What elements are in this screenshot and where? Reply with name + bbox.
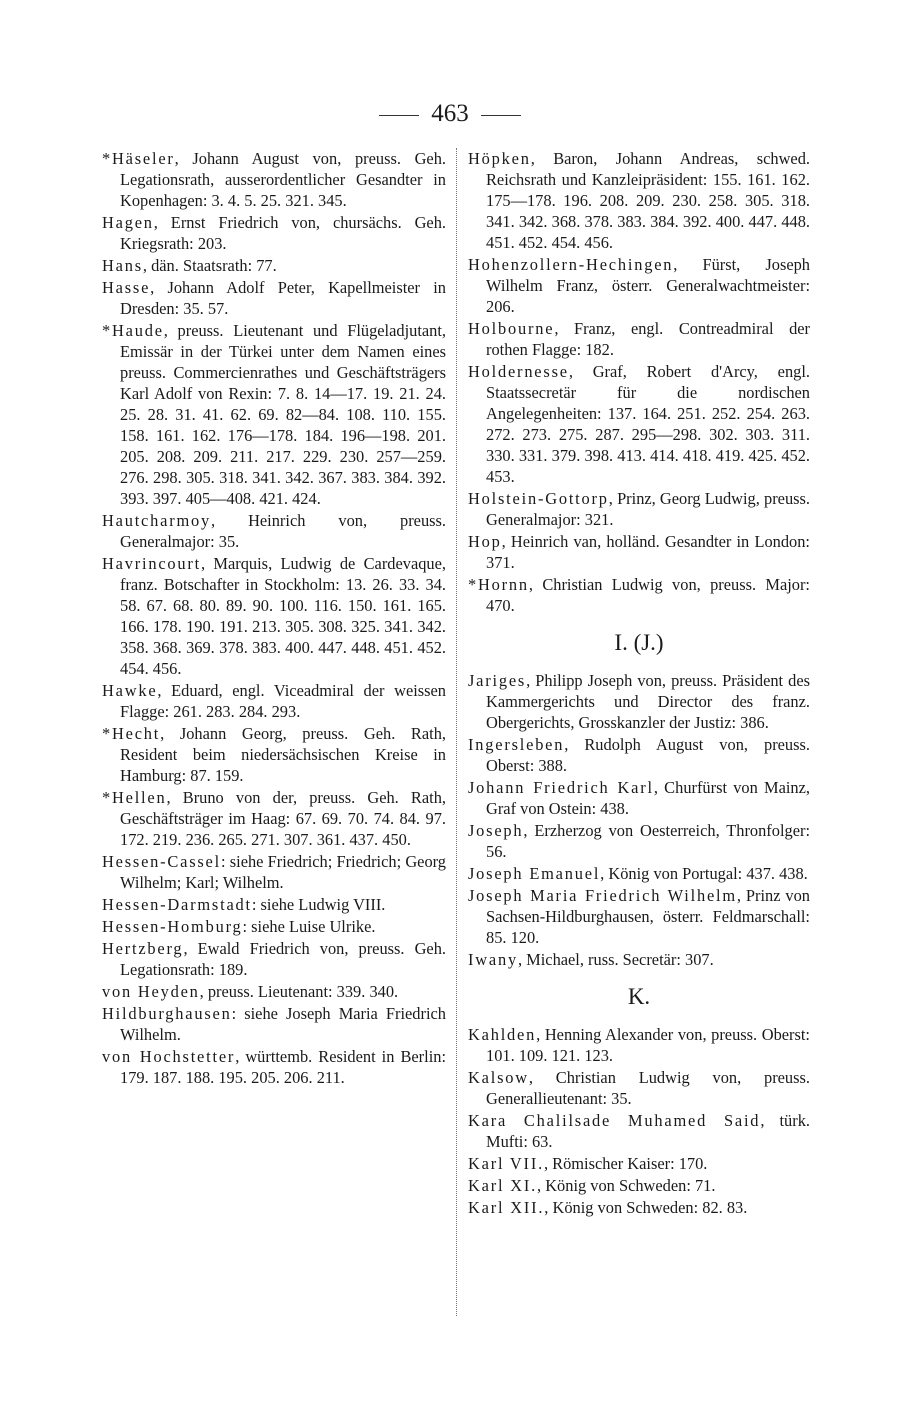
entry-name: Joseph: [468, 821, 524, 840]
index-entry: [468, 1110, 810, 1152]
entry-text: , Johann August von, preuss. Geh. Legationsrath, ausserordentlicher Gesandter in Kopenhagen: 3. 4. 5. 25. 321. 345.: [120, 149, 446, 210]
entry-name: Jariges: [468, 671, 527, 690]
entry-name: Hagen: [102, 213, 154, 232]
entry-name: Karl VII.: [468, 1154, 544, 1173]
entry-name: Ingersleben: [468, 735, 565, 754]
entry-text: , Marquis, Ludwig de Cardevaque, franz. Botschafter in Stockholm: 13. 26. 33. 34. 58. 67. 68. 80. 89. 90. 100. 116. 150. 161. 165. 166. 178. 190. 191. 213. 305. 308. 325. 341. 342. 358. 368. 369. 378. 383. 400. 447. 448. 451. 452. 454. 456.: [120, 554, 446, 678]
index-entry: [102, 723, 446, 786]
entry-name: Hawke: [102, 681, 158, 700]
entry-name: Hautcharmoy: [102, 511, 212, 530]
entry-name: Karl XI.: [468, 1176, 538, 1195]
entry-name: Hasse: [102, 278, 151, 297]
entry-text: , württemb. Resident in Berlin: 179. 187. 188. 195. 205. 206. 211.: [120, 1047, 446, 1087]
entry-text: , Graf, Robert d'Arcy, engl. Staatssecretär für die nordischen Angelegenheiten: 137. 164. 251. 252. 254. 263. 272. 273. 275. 287. 295—298. 302. 303. 311. 330. 331. 379. 398. 413. 414. 418. 419. 425. 452. 453.: [486, 362, 810, 486]
index-entry: [468, 318, 810, 360]
entry-text: , Prinz, Georg Ludwig, preuss. Generalmajor: 321.: [486, 489, 810, 529]
entry-text: , Ewald Friedrich von, preuss. Geh. Legationsrath: 189.: [120, 939, 446, 979]
entry-text: , König von Schweden: 71.: [537, 1176, 716, 1195]
index-entry: [468, 148, 810, 253]
entry-name: *Hellen: [102, 788, 167, 807]
entry-text: , preuss. Lieutenant und Flügeladjutant, Emissär in der Türkei unter dem Namen eines preuss. Commercienrathes und Geschäftsträgers Karl Adolf von Rexin: 7. 8. 14—17. 19. 21. 24. 25. 28. 31. 41. 62. 69. 82—84. 108. 110. 155. 158. 161. 162. 176—178. 184. 196—198. 201. 205. 208. 209. 211. 217. 229. 230. 257—259. 276. 298. 305. 318. 341. 342. 367. 383. 384. 392. 393. 397. 405—408. 421. 424.: [120, 321, 446, 508]
entry-name: Hessen-Darmstadt: [102, 895, 252, 914]
entry-text: , Heinrich von, preuss. Generalmajor: 35.: [120, 511, 446, 551]
entry-text: , Franz, engl. Contreadmiral der rothen Flagge: 182.: [486, 319, 810, 359]
index-entry: [468, 1153, 810, 1174]
entry-name: *Haude: [102, 321, 164, 340]
left-column: [102, 148, 446, 1089]
index-entry: [468, 863, 810, 884]
index-entry: [468, 885, 810, 948]
entry-text: , Fürst, Joseph Wilhelm Franz, österr. Generalwachtmeister: 206.: [486, 255, 810, 316]
index-entry: [102, 916, 446, 937]
index-entry: [468, 254, 810, 317]
entry-name: Holbourne: [468, 319, 555, 338]
entry-text: , Johann Adolf Peter, Kapellmeister in Dresden: 35. 57.: [120, 278, 446, 318]
index-entry: [468, 777, 810, 819]
index-entry: [102, 212, 446, 254]
index-entry: [102, 510, 446, 552]
entry-text: , Rudolph August von, preuss. Oberst: 388.: [486, 735, 810, 775]
entry-text: , Philipp Joseph von, preuss. Präsident des Kammergerichts und Director des franz. Obergerichts, Grosskanzler der Justiz: 386.: [486, 671, 810, 732]
entry-text: , Henning Alexander von, preuss. Oberst: 101. 109. 121. 123.: [486, 1025, 810, 1065]
entry-text: , dän. Staatsrath: 77.: [142, 256, 277, 275]
entry-text: : siehe Friedrich; Friedrich; Georg Wilhelm; Karl; Wilhelm.: [120, 852, 446, 892]
index-entry: [468, 531, 810, 573]
entry-name: Höpken: [468, 149, 531, 168]
entry-name: Hop: [468, 532, 502, 551]
entry-text: , König von Schweden: 82. 83.: [544, 1198, 748, 1217]
index-entry: [468, 1175, 810, 1196]
index-entry: [468, 1197, 810, 1218]
entry-text: : siehe Ludwig VIII.: [251, 895, 386, 914]
right-column: [468, 148, 810, 1219]
entry-name: Johann Friedrich Karl: [468, 778, 654, 797]
entry-text: , türk. Mufti: 63.: [486, 1111, 811, 1151]
entry-name: *Häseler: [102, 149, 175, 168]
section-heading-k: K.: [627, 984, 651, 1009]
index-entry: [102, 277, 446, 319]
entry-text: , Baron, Johann Andreas, schwed. Reichsrath und Kanzleipräsident: 155. 161. 162. 175—178. 196. 208. 209. 230. 258. 305. 318. 341. 342. 368. 378. 383. 384. 392. 400. 447. 448. 451. 452. 454. 456.: [486, 149, 810, 252]
entry-text: , Bruno von der, preuss. Geh. Rath, Geschäftsträger im Haag: 67. 69. 70. 74. 84. 97. 172. 219. 236. 265. 271. 307. 361. 437. 450.: [120, 788, 446, 849]
index-entry: [468, 361, 810, 487]
page-number: 463: [431, 100, 469, 127]
index-entry: [102, 851, 446, 893]
entry-name: Hessen-Cassel: [102, 852, 221, 871]
entry-text: : siehe Joseph Maria Friedrich Wilhelm.: [120, 1004, 446, 1044]
index-entry: [102, 320, 446, 509]
entry-name: Hessen-Homburg: [102, 917, 243, 936]
entry-name: von Hochstetter: [102, 1047, 236, 1066]
entry-text: , preuss. Lieutenant: 339. 340.: [199, 982, 399, 1001]
entry-name: Havrincourt: [102, 554, 201, 573]
right-k-entries: [468, 1024, 810, 1218]
index-entry: [102, 787, 446, 850]
entry-name: Iwany: [468, 950, 518, 969]
index-entry: [102, 981, 446, 1002]
index-entry: [468, 1067, 810, 1109]
left-dash: [379, 115, 419, 116]
entry-name: Hertzberg: [102, 939, 184, 958]
entry-name: *Hornn: [468, 575, 529, 594]
page-number-header: [0, 100, 900, 128]
index-entry: [102, 255, 446, 276]
index-entry: [102, 894, 446, 915]
entry-text: , Römischer Kaiser: 170.: [543, 1154, 708, 1173]
entry-text: , Prinz von Sachsen-Hildburghausen, österr. Feldmarschall: 85. 120.: [486, 886, 810, 947]
index-entry: [468, 734, 810, 776]
entry-name: Karl XII.: [468, 1198, 545, 1217]
entry-name: Holdernesse: [468, 362, 569, 381]
index-entry: [102, 148, 446, 211]
entry-name: Hohenzollern-Hechingen: [468, 255, 674, 274]
index-entry: [468, 820, 810, 862]
entry-name: Kalsow: [468, 1068, 529, 1087]
entry-name: Kahlden: [468, 1025, 537, 1044]
entry-name: *Hecht: [102, 724, 161, 743]
entry-name: Hildburghausen: [102, 1004, 232, 1023]
entry-name: Joseph Emanuel: [468, 864, 601, 883]
entry-text: , Eduard, engl. Viceadmiral der weissen Flagge: 261. 283. 284. 293.: [120, 681, 446, 721]
entry-text: , Churfürst von Mainz, Graf von Ostein: 438.: [486, 778, 810, 818]
entry-text: , Christian Ludwig von, preuss. Generallieutenant: 35.: [486, 1068, 810, 1108]
entry-name: Hans: [102, 256, 143, 275]
index-entry: [102, 1003, 446, 1045]
entry-name: Holstein-Gottorp: [468, 489, 609, 508]
entry-name: Joseph Maria Friedrich Wilhelm: [468, 886, 737, 905]
index-entry: [102, 553, 446, 679]
index-entry: [468, 670, 810, 733]
entry-text: , Ernst Friedrich von, chursächs. Geh. Kriegsrath: 203.: [120, 213, 446, 253]
right-i-entries: [468, 670, 810, 970]
index-entry: [102, 1046, 446, 1088]
index-entry: [468, 1024, 810, 1066]
entry-name: von Heyden: [102, 982, 200, 1001]
right-dash: [481, 115, 521, 116]
index-entry: [102, 938, 446, 980]
section-heading-i: I. (J.): [614, 630, 664, 655]
right-h-entries: [468, 148, 810, 616]
index-entry: [468, 949, 810, 970]
entry-text: , Heinrich van, holländ. Gesandter in London: 371.: [486, 532, 810, 572]
entry-text: , Johann Georg, preuss. Geh. Rath, Resident beim niedersächsischen Kreise in Hamburg: 87. 159.: [120, 724, 446, 785]
index-entry: [102, 680, 446, 722]
index-entry: [468, 488, 810, 530]
entry-name: Kara Chalilsade Muhamed Said: [468, 1111, 761, 1130]
entry-text: , König von Portugal: 437. 438.: [600, 864, 808, 883]
entry-text: , Michael, russ. Secretär: 307.: [517, 950, 714, 969]
index-entry: [468, 574, 810, 616]
column-divider: [456, 148, 457, 1316]
entry-text: , Erzherzog von Oesterreich, Thronfolger: 56.: [486, 821, 810, 861]
entry-text: , Christian Ludwig von, preuss. Major: 470.: [486, 575, 810, 615]
entry-text: : siehe Luise Ulrike.: [242, 917, 376, 936]
